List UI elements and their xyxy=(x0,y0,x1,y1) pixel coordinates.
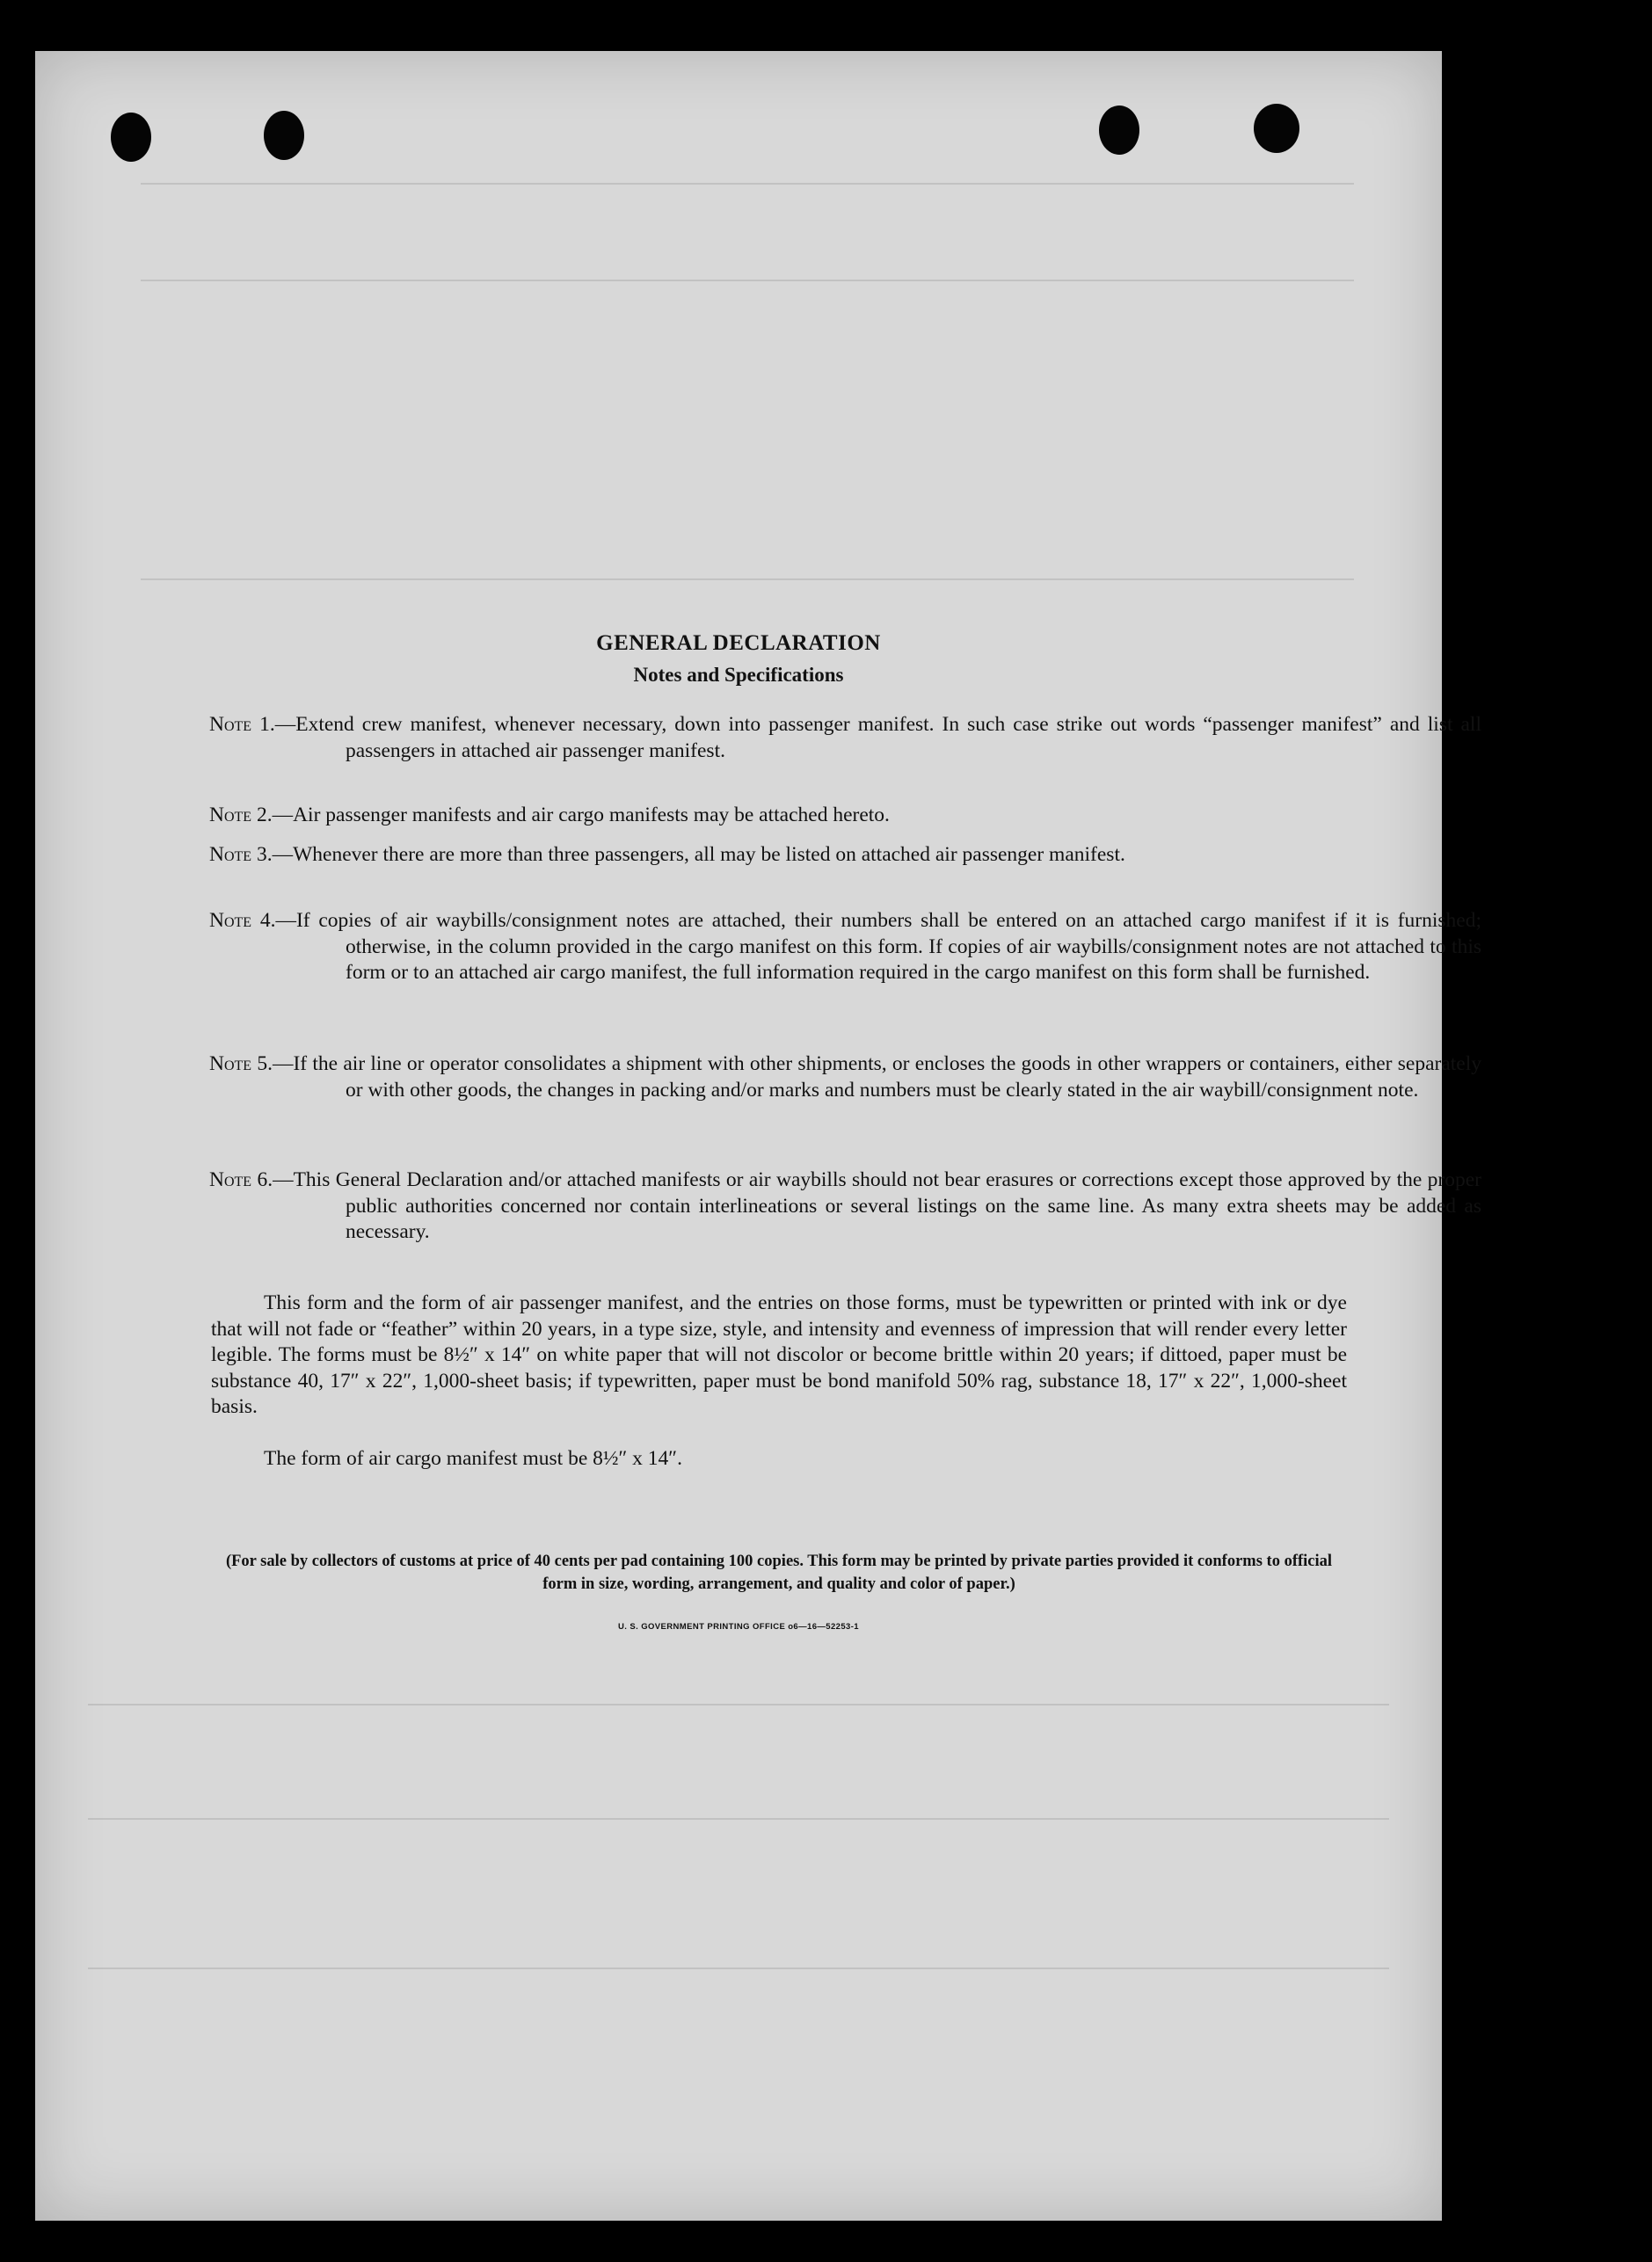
note-text: This General Declaration and/or attached manifests or air waybills should not bear erasures or corrections except those approved by the proper public authorities concerned nor contain interlineations or several listings on the same line. As many extra sheets may be added as necessary. xyxy=(293,1168,1482,1243)
note-1: Note 1.—Extend crew manifest, whenever necessary, down into passenger manifest. In such case strike out words “passenger manifest” and list all passengers in attached air passenger manifest. xyxy=(209,713,1481,762)
note-label: Note 5. xyxy=(209,1052,273,1075)
sale-notice: (For sale by collectors of customs at price of 40 cents per pad containing 100 copies. This form may be printed by private parties provided it conforms to official form in size, wording, arrangement, and quality and color of paper.) xyxy=(225,1553,1333,1593)
note-label: Note 6. xyxy=(209,1168,273,1191)
document-subtitle: Notes and Specifications xyxy=(633,664,844,686)
note-text: Air passenger manifests and air cargo manifests may be attached hereto. xyxy=(293,804,890,826)
document-content xyxy=(35,51,1482,2221)
note-label: Note 2. xyxy=(209,804,273,826)
note-label: Note 1. xyxy=(209,713,275,736)
note-text: If copies of air waybills/consignment notes are attached, their numbers shall be entered on an attached cargo manifest if it is furnished; otherwise, in the column provided in the cargo manifest on this form. If copies of air waybills/consignment notes are not attached to this form or to an attached air cargo manifest, the full information required in the cargo manifest on this form shall be furnished. xyxy=(295,909,1482,984)
note-5: Note 5.—If the air line or operator consolidates a shipment with other shipments, or encloses the goods in other wrappers or containers, either separately or with other goods, the changes in packing and/or marks and numbers must be clearly stated in the air waybill/consignment note. xyxy=(209,1052,1481,1102)
document-sheet xyxy=(35,51,1482,2221)
note-4: Note 4.—If copies of air waybills/consignment notes are attached, their numbers shall be entered on an attached cargo manifest if it is furnished; otherwise, in the column provided in the cargo manifest on this form. If copies of air waybills/consignment notes are not attached to this form or to an attached air cargo manifest, the full information required in the cargo manifest on this form shall be furnished. xyxy=(209,909,1482,984)
cargo-manifest-size-line: The form of air cargo manifest must be 8½″ x 14″. xyxy=(264,1447,682,1470)
note-3: Note 3.—Whenever there are more than three passengers, all may be listed on attached air passenger manifest. xyxy=(209,843,1125,866)
note-text: Whenever there are more than three passengers, all may be listed on attached air passenger manifest. xyxy=(293,843,1125,866)
note-text: If the air line or operator consolidates a shipment with other shipments, or encloses the goods in other wrappers or containers, either separately or with other goods, the changes in packing and/or marks and numbers must be clearly stated in the air waybill/consignment note. xyxy=(293,1052,1481,1102)
note-text: Extend crew manifest, whenever necessary, down into passenger manifest. In such case strike out words “passenger manifest” and list all passengers in attached air passenger manifest. xyxy=(295,713,1481,762)
printer-imprint: U. S. GOVERNMENT PRINTING OFFICE o6—16—52253-1 xyxy=(618,1622,859,1632)
note-label: Note 4. xyxy=(209,909,276,932)
note-6: Note 6.—This General Declaration and/or attached manifests or air waybills should not bear erasures or corrections except those approved by the proper public authorities concerned nor contain interlineations or several listings on the same line. As many extra sheets may be added as necessary. xyxy=(209,1168,1482,1243)
note-2: Note 2.—Air passenger manifests and air cargo manifests may be attached hereto. xyxy=(209,804,890,826)
form-specifications-paragraph: This form and the form of air passenger manifest, and the entries on those forms, must be typewritten or printed with ink or dye that will not fade or “feather” within 20 years, in a type size, style, and intensity and evenness of impression that will render every letter legible. The forms must be 8½″ x 14″ on white paper that will not discolor or become brittle within 20 years; if dittoed, paper must be substance 40, 17″ x 22″, 1,000-sheet basis; if typewritten, paper must be bond manifold 50% rag, substance 18, 17″ x 22″, 1,000-sheet basis. xyxy=(211,1291,1347,1418)
note-label: Note 3. xyxy=(209,843,273,866)
document-title: GENERAL DECLARATION xyxy=(596,631,881,655)
